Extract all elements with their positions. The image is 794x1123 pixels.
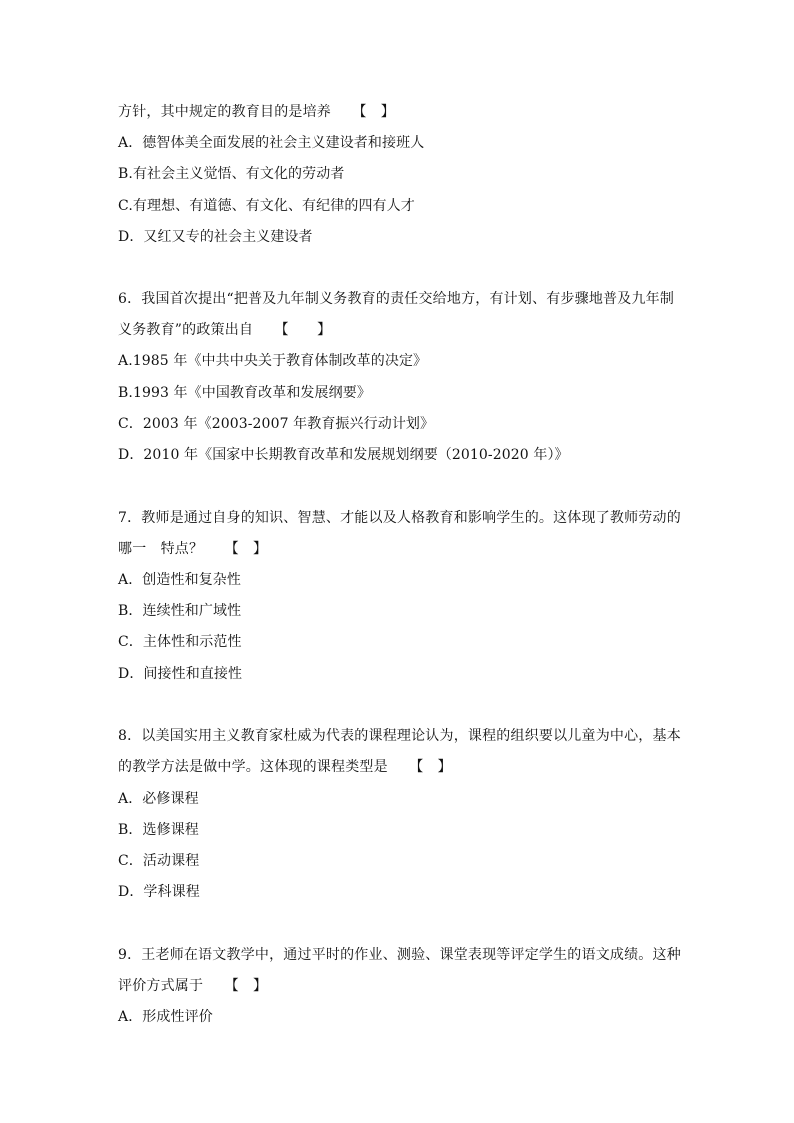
question-6-option-c: C．2003 年《2003-2007 年教育振兴行动计划》 xyxy=(118,416,435,432)
question-8-option-c: C．活动课程 xyxy=(118,853,200,869)
question-9-option-a: A．形成性评价 xyxy=(118,1009,213,1025)
question-7-stem-line-1: 7．教师是通过自身的知识、智慧、才能以及人格教育和影响学生的。这体现了教师劳动的 xyxy=(118,510,681,526)
question-6-option-b: B.1993 年《中国教育改革和发展纲要》 xyxy=(118,385,371,401)
question-7-option-a: A．创造性和复杂性 xyxy=(118,572,242,588)
question-6-stem-line-2: 义务教育”的政策出自 【 】 xyxy=(118,322,332,338)
question-9-stem-line-2: 评价方式属于 【 】 xyxy=(118,978,268,994)
question-6-option-a: A.1985 年《中共中央关于教育体制改革的决定》 xyxy=(118,353,428,369)
option-a: A．德智体美全面发展的社会主义建设者和接班人 xyxy=(118,135,425,151)
question-8-option-d: D．学科课程 xyxy=(118,884,200,900)
question-6-option-d: D．2010 年《国家中长期教育改革和发展规划纲要（2010-2020 年）》 xyxy=(118,447,569,463)
question-7-option-c: C．主体性和示范性 xyxy=(118,634,242,650)
question-stem-line: 方针，其中规定的教育目的是培养 【 】 xyxy=(118,104,395,120)
question-8-option-b: B．选修课程 xyxy=(118,822,199,838)
question-7-option-b: B．连续性和广域性 xyxy=(118,603,242,619)
question-6-stem-line-1: 6．我国首次提出“把普及九年制义务教育的责任交给地方，有计划、有步骤地普及九年制 xyxy=(118,291,675,307)
question-7-stem-line-2: 哪一 特点？ 【 】 xyxy=(118,541,268,557)
option-b: B.有社会主义觉悟、有文化的劳动者 xyxy=(118,166,345,182)
question-8-stem-line-1: 8．以美国实用主义教育家杜威为代表的课程理论认为，课程的组织要以儿童为中心，基本 xyxy=(118,728,681,744)
question-9-stem-line-1: 9．王老师在语文教学中，通过平时的作业、测验、课堂表现等评定学生的语文成绩。这种 xyxy=(118,947,681,963)
option-c: C.有理想、有道德、有文化、有纪律的四有人才 xyxy=(118,198,415,214)
option-d: D．又红又专的社会主义建设者 xyxy=(118,229,313,245)
question-7-option-d: D．间接性和直接性 xyxy=(118,666,243,682)
question-8-stem-line-2: 的教学方法是做中学。这体现的课程类型是 【 】 xyxy=(118,759,452,775)
question-8-option-a: A．必修课程 xyxy=(118,791,199,807)
